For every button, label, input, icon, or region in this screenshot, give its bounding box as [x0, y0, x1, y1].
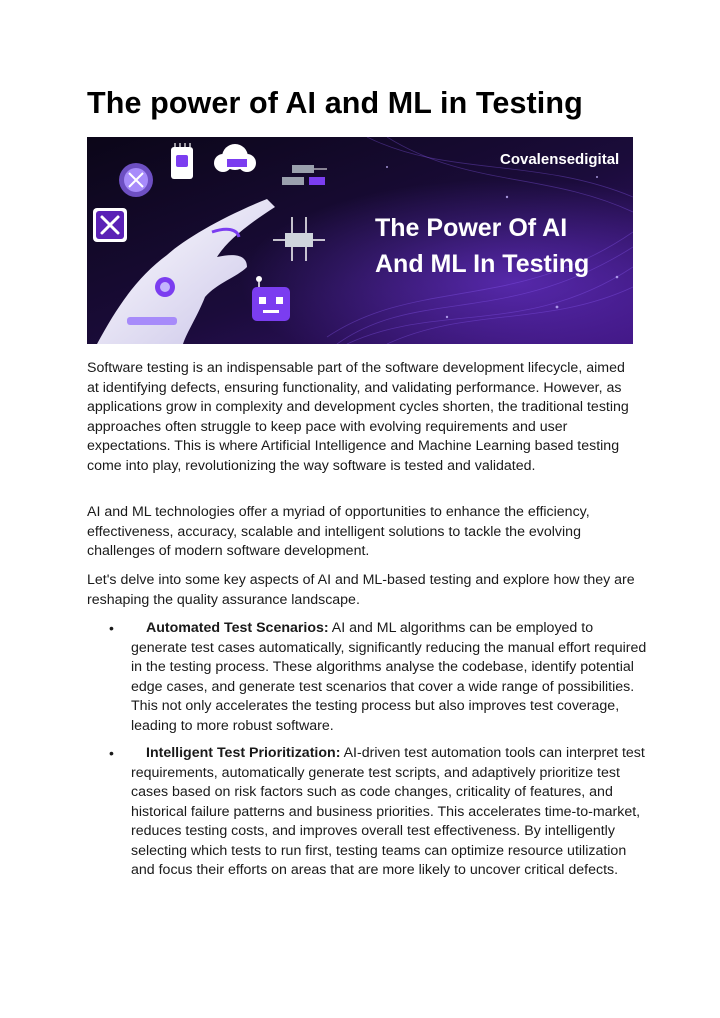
page-title: The power of AI and ML in Testing — [87, 86, 583, 120]
brain-icon — [119, 163, 153, 197]
bullet-list — [87, 619, 647, 881]
bullet-marker: • — [109, 620, 114, 636]
list-item — [87, 744, 647, 881]
tools-icon — [93, 208, 127, 242]
paragraph-delve: Let's delve into some key aspects of AI and ML-based testing and explore how they are reshaping the quality assurance landscape. — [87, 572, 635, 608]
list-item — [87, 619, 647, 736]
banner-headline-line1: The Power Of AI — [375, 214, 568, 242]
banner-image — [87, 137, 633, 344]
bullet-marker: • — [109, 745, 114, 761]
bullet-text: AI and ML algorithms can be employed to generate test cases automatically, significantly reducing the manual effort required in the testing process. These algorithms analyse the codebase, identify potential edge cases, and generate test scenarios that cover a wide range of possibilities. This not only accelerates the testing process but also improves test coverage, leading to more robust software. — [131, 620, 647, 734]
bullet-text: AI-driven test automation tools can interpret test requirements, automatically generate test scripts, and adaptively prioritize test cases based on risk factors such as code changes, criticality of features, and historical failure patterns and business priorities. This accelerates time-to-market, reduces testing costs, and improves overall test effectiveness. By intelligently selecting which tests to run first, testing teams can optimize resource utilization and focus their efforts on areas that are more likely to uncover critical defects. — [131, 745, 645, 878]
paragraph-intro: Software testing is an indispensable part of the software development lifecycle, aimed at identifying defects, ensuring functionality, and validating performance. However, as applications grow in complexity and development cycles shorten, the traditional testing approaches often struggle to keep pace with evolving requirements and user expectations. This is where Artificial Intelligence and Machine Learning based testing come into play, revolutionizing the way software is tested and validated. — [87, 360, 629, 474]
bullet-heading: Automated Test Scenarios: — [146, 620, 329, 636]
paragraph-opportunities: AI and ML technologies offer a myriad of opportunities to enhance the efficiency, effectiveness, accuracy, scalable and intelligent solutions to tackle the evolving challenges of modern software development. — [87, 504, 590, 559]
banner-brand: Covalensedigital — [500, 151, 620, 168]
chip-icon — [171, 143, 193, 179]
bullet-heading: Intelligent Test Prioritization: — [146, 745, 341, 761]
banner-headline-line2: And ML In Testing — [375, 250, 590, 278]
